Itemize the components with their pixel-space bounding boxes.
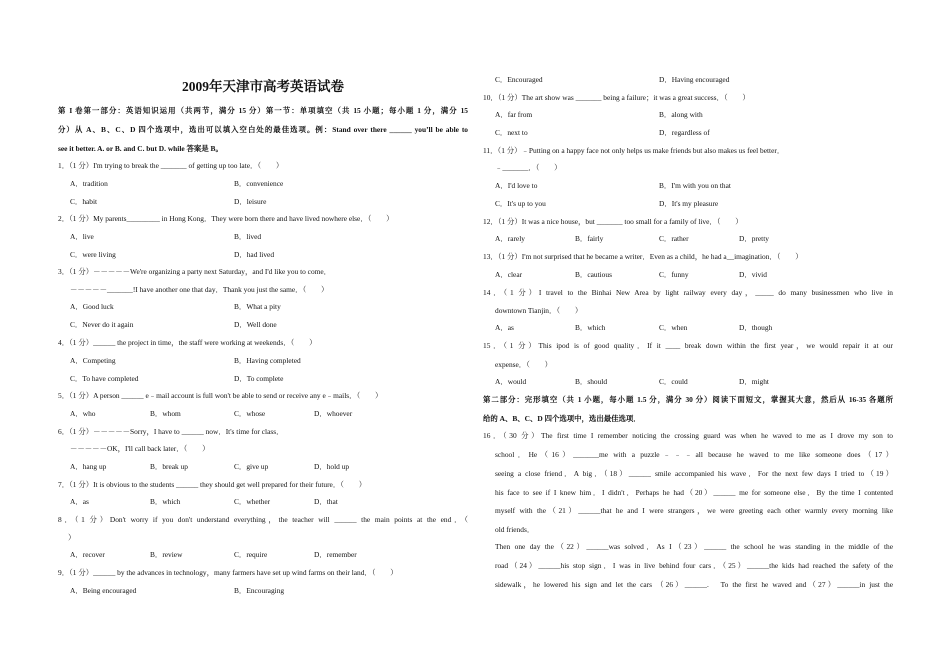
option-c: C．habit <box>70 197 98 206</box>
question-stem: 13．（1 分）I'm not surprised that he became a writer．Even as a child，he had a__imagination．（ ） <box>483 252 803 261</box>
option-d: D．To complete <box>234 374 284 383</box>
question-stem-continued: －－－－－OK，I'll call back later．（ ） <box>70 444 210 453</box>
option-d: D．might <box>739 377 769 386</box>
option-d: D．remember <box>314 550 357 559</box>
option-c: C．It's up to you <box>495 199 546 208</box>
section1-instructions-line2: 分）从 A、B、C、D 四个选项中，选出可以填入空白处的最佳选项。例：Stand over there ______ you’ll be able to <box>58 125 468 134</box>
option-a: A．recover <box>70 550 105 559</box>
option-b: B．cautious <box>575 270 612 279</box>
option-a: A．rarely <box>495 234 525 243</box>
question-stem: 12．（1 分）It was a nice house，but _______ too small for a family of live．（ ） <box>483 217 743 226</box>
option-a: A．Competing <box>70 356 116 365</box>
question-stem: 8．（1 分）Don't worry if you don't understand everything，the teacher will ______ the main points at the end．（ <box>58 515 468 524</box>
passage-line: 16．（30 分）The first time I remember noticing the crossing guard was when he waved to me as I drove my son to <box>483 431 893 440</box>
option-a: A．would <box>495 377 527 386</box>
option-a: A．far from <box>495 110 533 119</box>
option-c: C．Never do it again <box>70 320 134 329</box>
option-c: C．give up <box>234 462 269 471</box>
option-a: A．Being encouraged <box>70 586 137 595</box>
option-a: A．live <box>70 232 94 241</box>
section2-instructions-line1: 第二部分：完形填空（共 1 小题，每小题 1.5 分，满分 30 分）阅读下面短文，掌握其大意，然后从 16-35 各题所 <box>483 395 893 404</box>
option-d: D．regardless of <box>659 128 710 137</box>
option-c: C．To have completed <box>70 374 139 383</box>
question-stem-continued: ） <box>68 533 76 542</box>
option-a: A．Good luck <box>70 302 114 311</box>
passage-line: school．He（16）_______me with a puzzle﹣﹣﹣all because he waved to me like someone does（17） <box>495 450 893 459</box>
option-c: C．could <box>659 377 688 386</box>
question-stem: 14．（1 分）I travel to the Binhai New Area by light railway every day，_____ do many businessmen who live in <box>483 288 893 297</box>
option-d: D．It's my pleasure <box>659 199 719 208</box>
question-stem: 2．（1 分）My parents_________ in Hong Kong．They were born there and have lived nowhere else．（ ） <box>58 214 394 223</box>
option-b: B．which <box>150 497 181 506</box>
passage-line: road（24）______his stop sign．I was in live behind four cars．（25）______the kids had reached the safety of the <box>495 561 893 570</box>
option-c: C．require <box>234 550 268 559</box>
passage-line: his face to see if I knew him．I didn't．Perhaps he had（20）______ me for someone else．By the time I contented <box>495 488 893 497</box>
option-b: B．Encouraging <box>234 586 285 595</box>
option-d: D．Having encouraged <box>659 75 730 84</box>
option-b: B．Having completed <box>234 356 301 365</box>
option-b: B．along with <box>659 110 703 119</box>
section1-instructions-line3: see it better. A. or B. and C. but D. while 答案是 B。 <box>58 144 223 153</box>
option-b: B．What a pity <box>234 302 281 311</box>
question-stem: 15．（1 分）This ipod is of good quality．If it ____ break down within the first year，we would repair it at our <box>483 341 893 350</box>
option-d: D．vivid <box>739 270 767 279</box>
option-a: A．clear <box>495 270 523 279</box>
passage-line: Then one day the（22）______was solved．As I（23）______ the school he was standing in the middle of the <box>495 542 893 551</box>
option-b: B．convenience <box>234 179 284 188</box>
option-a: A．who <box>70 409 96 418</box>
option-d: D．that <box>314 497 338 506</box>
question-stem: 9．（1 分）______ by the advances in technology，many farmers have set up wind farms on their land．（ ） <box>58 568 398 577</box>
question-stem: 10．（1 分）The art show was _______ being a failure；it was a great success．（ ） <box>483 93 750 102</box>
passage-line: myself with the（21）______that he and I were strangers，we were greeting each other warmly every morning like <box>495 506 893 515</box>
section2-instructions-line2: 给的 A、B、C、D 四个选项中，选出最佳选项． <box>483 414 641 423</box>
option-c: C．next to <box>495 128 528 137</box>
option-b: B．which <box>575 323 606 332</box>
question-stem: 1．（1 分）I'm trying to break the _______ of getting up too late．（ ） <box>58 161 284 170</box>
option-b: B．I'm with you on that <box>659 181 731 190</box>
option-c: C．Encouraged <box>495 75 543 84</box>
question-stem-continued: ﹣_______．（ ） <box>495 163 562 172</box>
option-d: D．leisure <box>234 197 267 206</box>
option-a: A．I'd love to <box>495 181 538 190</box>
option-a: A．as <box>495 323 514 332</box>
option-c: C．funny <box>659 270 689 279</box>
option-b: B．lived <box>234 232 262 241</box>
question-stem: 4．（1 分）______ the project in time，the staff were working at weekends．（ ） <box>58 338 317 347</box>
option-d: D．though <box>739 323 773 332</box>
option-a: A．hang up <box>70 462 107 471</box>
option-c: C．rather <box>659 234 689 243</box>
option-d: D．had lived <box>234 250 275 259</box>
question-stem: 6．（1 分）－－－－－Sorry，I have to ______ now．It's time for class． <box>58 427 284 436</box>
option-b: B．should <box>575 377 608 386</box>
option-c: C．when <box>659 323 688 332</box>
question-stem: 3．（1 分）－－－－－We're organizing a party next Saturday，and I'd like you to come． <box>58 267 332 276</box>
question-stem: 5．（1 分）A person ______ e﹣mail account is full won't be able to send or receive any e﹣mails．（ ） <box>58 391 383 400</box>
option-d: D．Well done <box>234 320 277 329</box>
question-stem-continued: －－－－－_______!I have another one that day．Thank you just the same．（ ） <box>70 285 329 294</box>
passage-line: old friends． <box>495 525 535 534</box>
option-c: C．whose <box>234 409 266 418</box>
option-d: D．hold up <box>314 462 350 471</box>
section1-instructions-line1: 第 I 卷第一部分：英语知识运用（共两节，满分 15 分）第一节：单项填空（共 15 小题；每小题 1 分，满分 15 <box>58 106 468 115</box>
question-stem-continued: downtown Tianjin．（ ） <box>495 306 583 315</box>
page-title: 2009年天津市高考英语试卷 <box>182 79 344 94</box>
passage-line: seeing a close friend．A big．（18）______ smile accompanied his wave．For the next few days I tried to（19） <box>495 469 893 478</box>
option-a: A．tradition <box>70 179 108 188</box>
option-b: B．whom <box>150 409 181 418</box>
option-c: C．were living <box>70 250 116 259</box>
option-a: A．as <box>70 497 89 506</box>
option-b: B．break up <box>150 462 188 471</box>
question-stem: 7．（1 分）It is obvious to the students ______ they should get well prepared for their future．（ ） <box>58 480 367 489</box>
option-d: D．pretty <box>739 234 769 243</box>
option-d: D．whoever <box>314 409 353 418</box>
passage-line: sidewalk，he lowered his sign and let the cars （26）______. To the first he waved and（27）______in just the <box>495 580 893 589</box>
question-stem: 11．（1 分）﹣Putting on a happy face not only helps us make friends but also makes us feel better． <box>483 146 785 155</box>
question-stem-continued: expense．（ ） <box>495 360 553 369</box>
option-c: C．whether <box>234 497 271 506</box>
option-b: B．review <box>150 550 183 559</box>
option-b: B．fairly <box>575 234 604 243</box>
